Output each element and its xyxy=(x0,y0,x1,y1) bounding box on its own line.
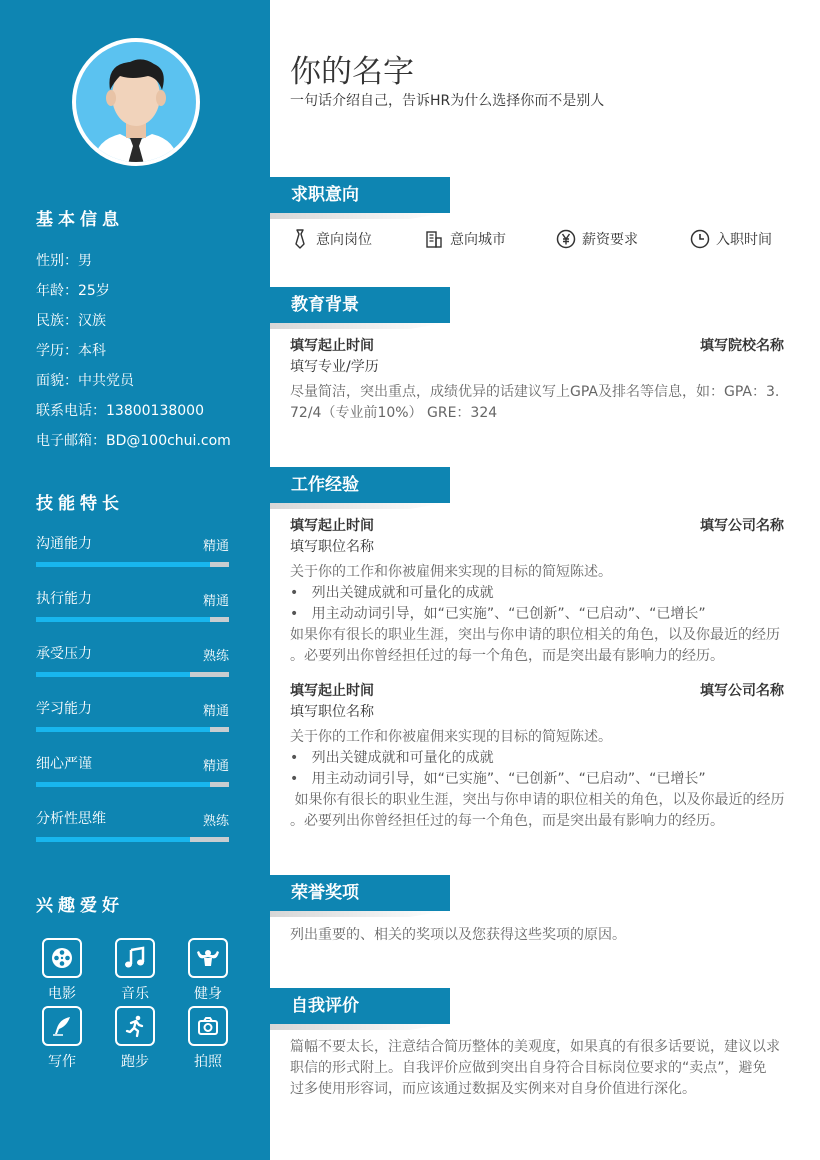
hobby-running xyxy=(105,1006,165,1071)
intent-city xyxy=(424,229,506,249)
skill-bar xyxy=(36,727,229,732)
intent-label: 意向岗位 xyxy=(316,232,372,248)
skill-bar xyxy=(36,672,229,677)
bodybuilder-icon xyxy=(188,938,228,978)
section-honors-heading: 荣誉奖项 xyxy=(270,875,450,911)
info-ethnicity: 民族：汉族 xyxy=(36,313,106,329)
hobby-label: 拍照 xyxy=(194,1054,222,1070)
skill-bar-fill xyxy=(36,727,210,732)
self-eval-line: 过多使用形容词，而应该通过数据及实例来对自身价值进行深化。 xyxy=(290,1081,696,1097)
job-bullet: • 用主动动词引导，如“已实施”、“已创新”、“已启动”、“已增长” xyxy=(290,606,706,622)
job-tail: 如果你有很长的职业生涯，突出与你申请的职位相关的角色，以及你最近的经历 xyxy=(290,792,785,808)
runner-icon xyxy=(115,1006,155,1046)
job-bullet: • 用主动动词引导，如“已实施”、“已创新”、“已启动”、“已增长” xyxy=(290,771,706,787)
job-tail: 如果你有很长的职业生涯，突出与你申请的职位相关的角色，以及你最近的经历 xyxy=(290,627,780,643)
job-position: 填写职位名称 xyxy=(290,539,374,555)
job-bullet: • 列出关键成就和可量化的成就 xyxy=(290,585,494,601)
quill-pen-icon xyxy=(42,1006,82,1046)
section-job-intent-heading: 求职意向 xyxy=(270,177,450,213)
skill-name: 学习能力 xyxy=(36,701,92,717)
skill-name: 分析性思维 xyxy=(36,811,106,827)
hobbies-heading: 兴趣爱好 xyxy=(36,896,124,916)
resume-name: 你的名字 xyxy=(290,54,414,90)
education-desc-line: 尽量简洁，突出重点，成绩优异的话建议写上GPA及排名等信息，如：GPA：3. xyxy=(290,384,780,400)
intent-label: 入职时间 xyxy=(716,232,772,248)
job-tail: 。必要列出你曾经担任过的每一个角色，而是突出最有影响力的经历。 xyxy=(290,813,724,829)
intent-salary xyxy=(556,229,638,249)
tie-icon xyxy=(290,229,310,249)
skill-bar-fill xyxy=(36,672,190,677)
info-education: 学历：本科 xyxy=(36,343,106,359)
skill-level: 熟练 xyxy=(202,814,229,829)
education-time: 填写起止时间 xyxy=(290,338,374,354)
yen-icon xyxy=(556,229,576,249)
intent-start-time xyxy=(690,229,772,249)
intent-position xyxy=(290,229,372,249)
info-political: 面貌：中共党员 xyxy=(36,373,134,389)
skill-name: 沟通能力 xyxy=(36,536,92,552)
skill-name: 执行能力 xyxy=(36,591,92,607)
education-desc-line: 72/4（专业前10%） GRE：324 xyxy=(290,405,498,421)
intent-label: 意向城市 xyxy=(450,232,506,248)
hobby-photo xyxy=(178,1006,238,1071)
job-position: 填写职位名称 xyxy=(290,704,374,720)
skill-bar-fill xyxy=(36,562,210,567)
intent-label: 薪资要求 xyxy=(582,232,638,248)
hobby-label: 电影 xyxy=(48,986,76,1002)
job-bullet-text: 列出关键成就和可量化的成就 xyxy=(311,750,494,766)
skill-name: 细心严谨 xyxy=(36,756,92,772)
hobby-writing xyxy=(32,1006,92,1071)
resume-tagline: 一句话介绍自己，告诉HR为什么选择你而不是别人 xyxy=(290,93,605,109)
info-gender: 性别：男 xyxy=(36,253,92,269)
job-company: 填写公司名称 xyxy=(700,683,784,699)
job-company: 填写公司名称 xyxy=(700,518,784,534)
basic-info-heading: 基本信息 xyxy=(36,210,124,230)
skill-bar xyxy=(36,837,229,842)
job-time: 填写起止时间 xyxy=(290,683,374,699)
education-school: 填写院校名称 xyxy=(700,338,784,354)
music-note-icon xyxy=(115,938,155,978)
info-age: 年龄：25岁 xyxy=(36,283,110,299)
skill-bar-fill xyxy=(36,837,190,842)
hobby-label: 跑步 xyxy=(121,1054,149,1070)
info-phone: 联系电话：13800138000 xyxy=(36,403,204,419)
skill-level: 精通 xyxy=(202,594,229,609)
hobby-label: 健身 xyxy=(194,986,222,1002)
skill-bar xyxy=(36,562,229,567)
job-intro: 关于你的工作和你被雇佣来实现的目标的简短陈述。 xyxy=(290,729,612,745)
hobby-music xyxy=(105,938,165,1003)
job-bullet: • 列出关键成就和可量化的成就 xyxy=(290,750,494,766)
sidebar xyxy=(0,0,270,1160)
section-self-eval-heading: 自我评价 xyxy=(270,988,450,1024)
hobby-label: 音乐 xyxy=(121,986,149,1002)
self-eval-line: 篇幅不要太长，注意结合简历整体的美观度，如果真的有很多话要说，建议以求 xyxy=(290,1039,780,1055)
skill-level: 熟练 xyxy=(202,649,229,664)
job-tail: 。必要列出你曾经担任过的每一个角色，而是突出最有影响力的经历。 xyxy=(290,648,724,664)
clock-icon xyxy=(690,229,710,249)
building-icon xyxy=(424,229,444,249)
education-major: 填写专业/学历 xyxy=(290,359,379,375)
info-email: 电子邮箱：BD@100chui.com xyxy=(36,433,231,449)
job-bullet-text: 列出关键成就和可量化的成就 xyxy=(311,585,494,601)
skill-name: 承受压力 xyxy=(36,646,92,662)
hobby-fitness xyxy=(178,938,238,1003)
skill-level: 精通 xyxy=(202,704,229,719)
skills-heading: 技能特长 xyxy=(36,494,124,514)
job-intro: 关于你的工作和你被雇佣来实现的目标的简短陈述。 xyxy=(290,564,612,580)
skill-level: 精通 xyxy=(202,759,229,774)
skill-level: 精通 xyxy=(202,539,229,554)
camera-icon xyxy=(188,1006,228,1046)
job-bullet-text: 用主动动词引导，如“已实施”、“已创新”、“已启动”、“已增长” xyxy=(311,606,706,622)
skill-bar-fill xyxy=(36,782,210,787)
self-eval-line: 职信的形式附上。自我评价应做到突出自身符合目标岗位要求的“卖点”，避免 xyxy=(290,1060,767,1076)
skill-bar-fill xyxy=(36,617,210,622)
hobby-movie xyxy=(32,938,92,1003)
skill-bar xyxy=(36,782,229,787)
job-bullet-text: 用主动动词引导，如“已实施”、“已创新”、“已启动”、“已增长” xyxy=(311,771,706,787)
avatar xyxy=(72,38,200,166)
skill-bar xyxy=(36,617,229,622)
section-work-heading: 工作经验 xyxy=(270,467,450,503)
film-reel-icon xyxy=(42,938,82,978)
honors-text: 列出重要的、相关的奖项以及您获得这些奖项的原因。 xyxy=(290,927,626,943)
job-time: 填写起止时间 xyxy=(290,518,374,534)
hobby-label: 写作 xyxy=(48,1054,76,1070)
section-education-heading: 教育背景 xyxy=(270,287,450,323)
